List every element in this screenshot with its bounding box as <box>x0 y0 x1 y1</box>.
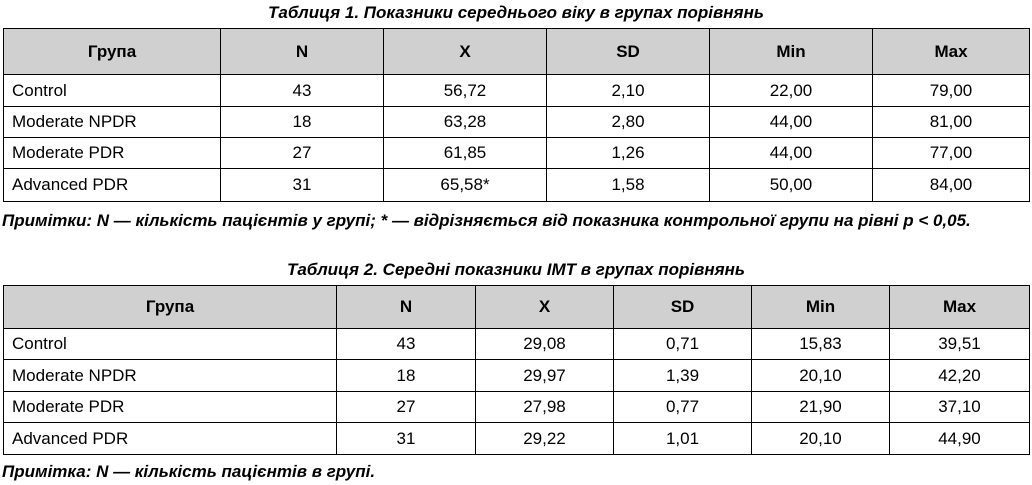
header-n: N <box>337 286 476 329</box>
cell-x: 29,97 <box>476 360 614 392</box>
table2-note: Примітка: N — кількість пацієнтів в групі. <box>2 462 376 481</box>
cell-min: 20,10 <box>752 360 890 392</box>
table-header-row <box>4 29 1030 75</box>
header-sd: SD <box>547 29 710 75</box>
cell-n: 31 <box>221 169 384 202</box>
cell-n: 27 <box>221 138 384 169</box>
cell-min: 22,00 <box>710 75 873 107</box>
header-sd: SD <box>614 286 752 329</box>
cell-max: 44,90 <box>890 423 1030 455</box>
cell-sd: 1,26 <box>547 138 710 169</box>
cell-x: 56,72 <box>384 75 547 107</box>
cell-n: 18 <box>221 107 384 138</box>
table-row <box>4 138 1030 169</box>
cell-max: 37,10 <box>890 392 1030 423</box>
header-x: X <box>384 29 547 75</box>
cell-sd: 1,01 <box>614 423 752 455</box>
cell-sd: 0,71 <box>614 329 752 360</box>
header-min: Min <box>752 286 890 329</box>
cell-group: Moderate PDR <box>4 392 337 423</box>
table2-caption: Таблиця 2. Середні показники IMT в групах порівнянь <box>286 260 746 279</box>
cell-sd: 1,39 <box>614 360 752 392</box>
header-max: Max <box>890 286 1030 329</box>
table-row <box>4 107 1030 138</box>
table-row <box>4 75 1030 107</box>
cell-x: 65,58* <box>384 169 547 202</box>
cell-n: 43 <box>221 75 384 107</box>
cell-n: 18 <box>337 360 476 392</box>
header-min: Min <box>710 29 873 75</box>
header-x: X <box>476 286 614 329</box>
cell-group: Moderate PDR <box>4 138 221 169</box>
table-header-row <box>4 286 1030 329</box>
cell-x: 61,85 <box>384 138 547 169</box>
table-row <box>4 169 1030 202</box>
cell-sd: 2,80 <box>547 107 710 138</box>
header-n: N <box>221 29 384 75</box>
cell-max: 39,51 <box>890 329 1030 360</box>
cell-group: Moderate NPDR <box>4 107 221 138</box>
header-group: Група <box>4 29 221 75</box>
table-row <box>4 392 1030 423</box>
table-row <box>4 360 1030 392</box>
cell-x: 29,08 <box>476 329 614 360</box>
cell-sd: 0,77 <box>614 392 752 423</box>
cell-group: Moderate NPDR <box>4 360 337 392</box>
age-table <box>3 28 1030 202</box>
cell-min: 44,00 <box>710 138 873 169</box>
cell-group: Advanced PDR <box>4 169 221 202</box>
cell-n: 31 <box>337 423 476 455</box>
cell-group: Control <box>4 329 337 360</box>
cell-x: 63,28 <box>384 107 547 138</box>
cell-min: 44,00 <box>710 107 873 138</box>
cell-max: 42,20 <box>890 360 1030 392</box>
cell-n: 27 <box>337 392 476 423</box>
header-max: Max <box>873 29 1030 75</box>
table-row <box>4 329 1030 360</box>
table1-caption: Таблиця 1. Показники середнього віку в групах порівнянь <box>268 3 764 22</box>
cell-max: 81,00 <box>873 107 1030 138</box>
cell-n: 43 <box>337 329 476 360</box>
cell-max: 79,00 <box>873 75 1030 107</box>
cell-x: 27,98 <box>476 392 614 423</box>
cell-max: 77,00 <box>873 138 1030 169</box>
cell-min: 50,00 <box>710 169 873 202</box>
cell-sd: 1,58 <box>547 169 710 202</box>
imt-table <box>3 285 1030 455</box>
cell-group: Advanced PDR <box>4 423 337 455</box>
table-row <box>4 423 1030 455</box>
cell-max: 84,00 <box>873 169 1030 202</box>
cell-x: 29,22 <box>476 423 614 455</box>
cell-min: 21,90 <box>752 392 890 423</box>
header-group: Група <box>4 286 337 329</box>
cell-min: 15,83 <box>752 329 890 360</box>
table1-note: Примітки: N — кількість пацієнтів у групі; * — відрізняється від показника контрольної групи на рівні p < 0,05. <box>2 211 971 230</box>
cell-min: 20,10 <box>752 423 890 455</box>
cell-sd: 2,10 <box>547 75 710 107</box>
cell-group: Control <box>4 75 221 107</box>
